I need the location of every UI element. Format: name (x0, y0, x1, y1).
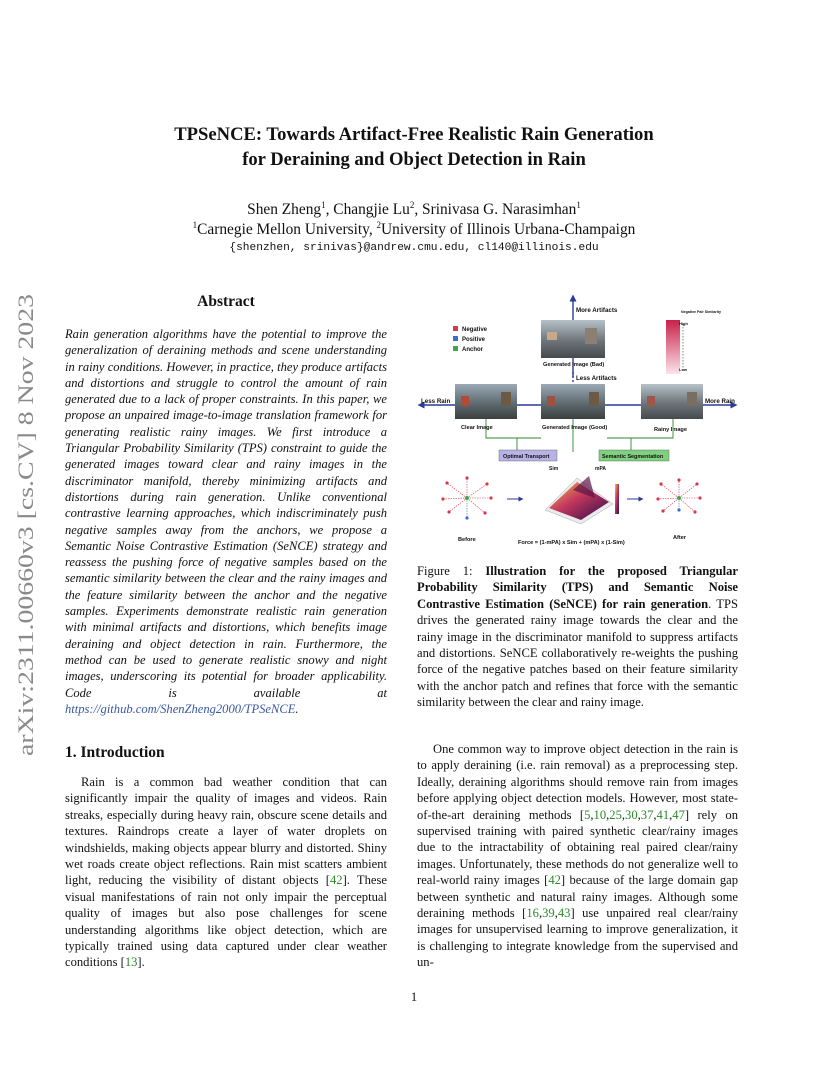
citation-link[interactable]: 42 (329, 873, 343, 888)
citation-separator: , (554, 906, 558, 921)
generated-good-label: Generated Image (Good) (542, 425, 608, 431)
surface-plot (545, 476, 619, 524)
more-rain-label: More Rain (705, 398, 735, 405)
mpa-label: mPA (595, 466, 607, 472)
affil-2: University of Illinois Urbana-Champaign (381, 221, 636, 238)
affiliations (80, 220, 748, 240)
citation-link[interactable]: 41 (656, 807, 670, 822)
figure-caption (417, 563, 738, 711)
author-2: , Changjie Lu (325, 201, 410, 218)
author-3-affil: 1 (576, 199, 581, 210)
citation-link[interactable]: 25 (609, 807, 622, 822)
force-formula: Force = (1-mPA) x Sim + (mPA) x (1-Sim) (518, 540, 625, 546)
citation-separator: , (621, 807, 626, 822)
intro-paragraph (65, 774, 387, 971)
author-names (80, 200, 748, 220)
arxiv-side-stamp (2, 290, 42, 760)
figure-1 (417, 292, 738, 550)
legend-anchor: Anchor (462, 347, 483, 353)
intro-heading: 1. Introduction (65, 744, 165, 761)
generated-bad-label: Generated Image (Bad) (543, 362, 605, 368)
abstract-heading: Abstract (197, 293, 255, 310)
citation-separator: , (653, 807, 657, 822)
author-block (80, 200, 748, 240)
less-rain-label: Less Rain (421, 398, 451, 405)
citation-link[interactable]: 37 (640, 807, 654, 822)
paper-title (80, 122, 748, 172)
title-line-1: TPSeNCE: Towards Artifact-Free Realistic Rain Generation (174, 124, 654, 145)
before-label: Before (458, 537, 476, 543)
before-star-diagram (441, 476, 492, 519)
optimal-transport-label: Optimal Transport (503, 454, 550, 460)
semantic-segmentation-label: Semantic Segmentation (602, 454, 664, 460)
after-star-diagram (656, 478, 701, 513)
col2-text-3: ] because of the large domain gap between synthetic and natural rainy images. Although some deraining methods [ (417, 873, 739, 921)
less-artifacts-label: Less Artifacts (576, 375, 617, 382)
abstract-body (65, 326, 387, 717)
citation-link[interactable]: 47 (672, 807, 685, 822)
author-2-affil: 2 (409, 199, 415, 210)
title-line-2: for Deraining and Object Detection in Rain (242, 149, 586, 170)
legend-positive: Positive (462, 337, 486, 343)
page-number: 1 (410, 990, 418, 1004)
intro-text-1: Rain is a common bad weather condition that can significantly impair the quality of images and videos. Rain streaks, especially during heavy rain, obscure scene details and textures. Raindrops create a layer of water droplets on windshields, making objects appear blurry and distorted. Shiny wet roads create object reflections. Rain mist scatters ambient light, reducing the visibility of distant objects [ (65, 775, 387, 888)
affil-1: Carnegie Mellon University, (197, 221, 377, 238)
arxiv-stamp-text: arXiv:2311.00660v3 [cs.CV] 8 Nov 2023 (13, 381, 38, 756)
citation-link[interactable]: 10 (593, 807, 607, 822)
citation-link[interactable]: 13 (124, 955, 138, 970)
citation-link[interactable]: 43 (557, 906, 571, 921)
sim-label: Sim (549, 466, 559, 472)
author-emails: {shenzhen, srinivas}@andrew.cmu.edu, cl140@illinois.edu (229, 242, 599, 254)
legend-positive-swatch (453, 336, 458, 341)
citation-link[interactable]: 16 (526, 906, 539, 921)
citation-separator: , (538, 906, 543, 921)
rainy-image-label: Rainy Image (654, 427, 687, 433)
abstract-end: . (295, 701, 299, 716)
col2-text-2: ] rely on supervised training with paired synthetic clear/rainy images due to the intractability of obtaining real paired clear/rainy images. Unfortunately, these methods do not generalize well to real-world rainy images [ (417, 807, 738, 888)
citation-link[interactable]: 39 (542, 906, 555, 921)
neg-pair-similarity-title: Negative Pair Similarity (681, 310, 721, 314)
author-3: , Srinivasa G. Narasimhan (414, 201, 577, 218)
legend-negative: Negative (462, 327, 488, 333)
intro-text-2: ]. These visual manifestations of rain not only impair the perceptual quality of images but also pose challenges for scene understanding algorithms like object detection, which are typically trained using data captured under clear weather conditions [ (65, 873, 387, 970)
citation-separator: , (637, 807, 641, 822)
col2-text-4: ] use unpaired real clear/rainy images for unsupervised learning to improve generalization, it is challenging to integrate knowledge from the supervised and un- (417, 906, 738, 970)
author-1: Shen Zheng (247, 201, 322, 218)
citation-separator: , (606, 807, 610, 822)
caption-prefix: Figure 1: (417, 564, 486, 578)
abstract-text: Rain generation algorithms have the potential to improve the generalization of deraining methods and scene understanding in rainy conditions. However, in practice, they produce artifacts and distortions and struggle to control the amount of rain generated due to a lack of proper constraints. In this paper, we propose an unpaired image-to-image translation framework for generating realistic rainy images. We first introduce a Triangular Probability Similarity (TPS) constraint to guide the generated images toward clear and rainy images in the discriminator manifold, thereby minimizing artifacts and distortions during rain generation. Unlike conventional contrastive learning approaches, which indiscriminately push negative samples away from the anchors, we propose a Semantic Noise Contrastive Estimation (SeNCE) strategy and reassess the pushing force of negative samples based on the semantic similarity between the clear and the rainy images and the feature similarity between the anchor and the negative samples. Experiments demonstrate realistic rain generation with minimal artifacts and distortions, which benefits image deraining and object detection in rain. Furthermore, the method can be used to generate realistic snowy and night images, underscoring its potential for broader applicability. Code is available at (65, 327, 387, 700)
low-label: Low (679, 367, 687, 372)
legend-negative-swatch (453, 326, 458, 331)
caption-rest: . TPS drives the generated rainy image towards the clear and the rainy image in the discriminator manifold to suppress artifacts and distortions. SeNCE collaboratively re-weights the pushing force of the negative patches based on their feature similarity with the anchor patch and refines that force with the semantic similarity between the clear and rainy image. (417, 596, 738, 710)
author-1-affil: 1 (321, 199, 326, 210)
after-label: After (673, 535, 687, 541)
citation-link[interactable]: 30 (625, 807, 638, 822)
more-artifacts-label: More Artifacts (576, 307, 618, 314)
similarity-colorbar (666, 320, 680, 374)
code-link[interactable]: https://github.com/ShenZheng2000/TPSeNCE (65, 701, 296, 716)
affil-2-marker: 2 (376, 219, 382, 230)
citation-link[interactable]: 42 (548, 873, 561, 888)
citation-separator: , (669, 807, 673, 822)
col2-text-1: One common way to improve object detection in the rain is to apply deraining (i.e. rain removal) as a preprocessing step. Ideally, deraining algorithms should remove rain from images before applying object detection models. However, most state-of-the-art deraining methods [ (417, 742, 738, 822)
citation-separator: , (590, 807, 594, 822)
column2-paragraph (417, 741, 738, 971)
caption-bold: Illustration for the proposed Triangular Probability Similarity (TPS) and Semantic Noise Contrastive Estimation (SeNCE) for rain generation (417, 564, 738, 611)
clear-image-label: Clear Image (461, 425, 493, 431)
high-label: High (679, 321, 688, 326)
citation-link[interactable]: 5 (584, 807, 591, 822)
intro-text-3: ]. (137, 955, 145, 970)
legend-anchor-swatch (453, 346, 458, 351)
affil-1-marker: 1 (192, 219, 198, 230)
